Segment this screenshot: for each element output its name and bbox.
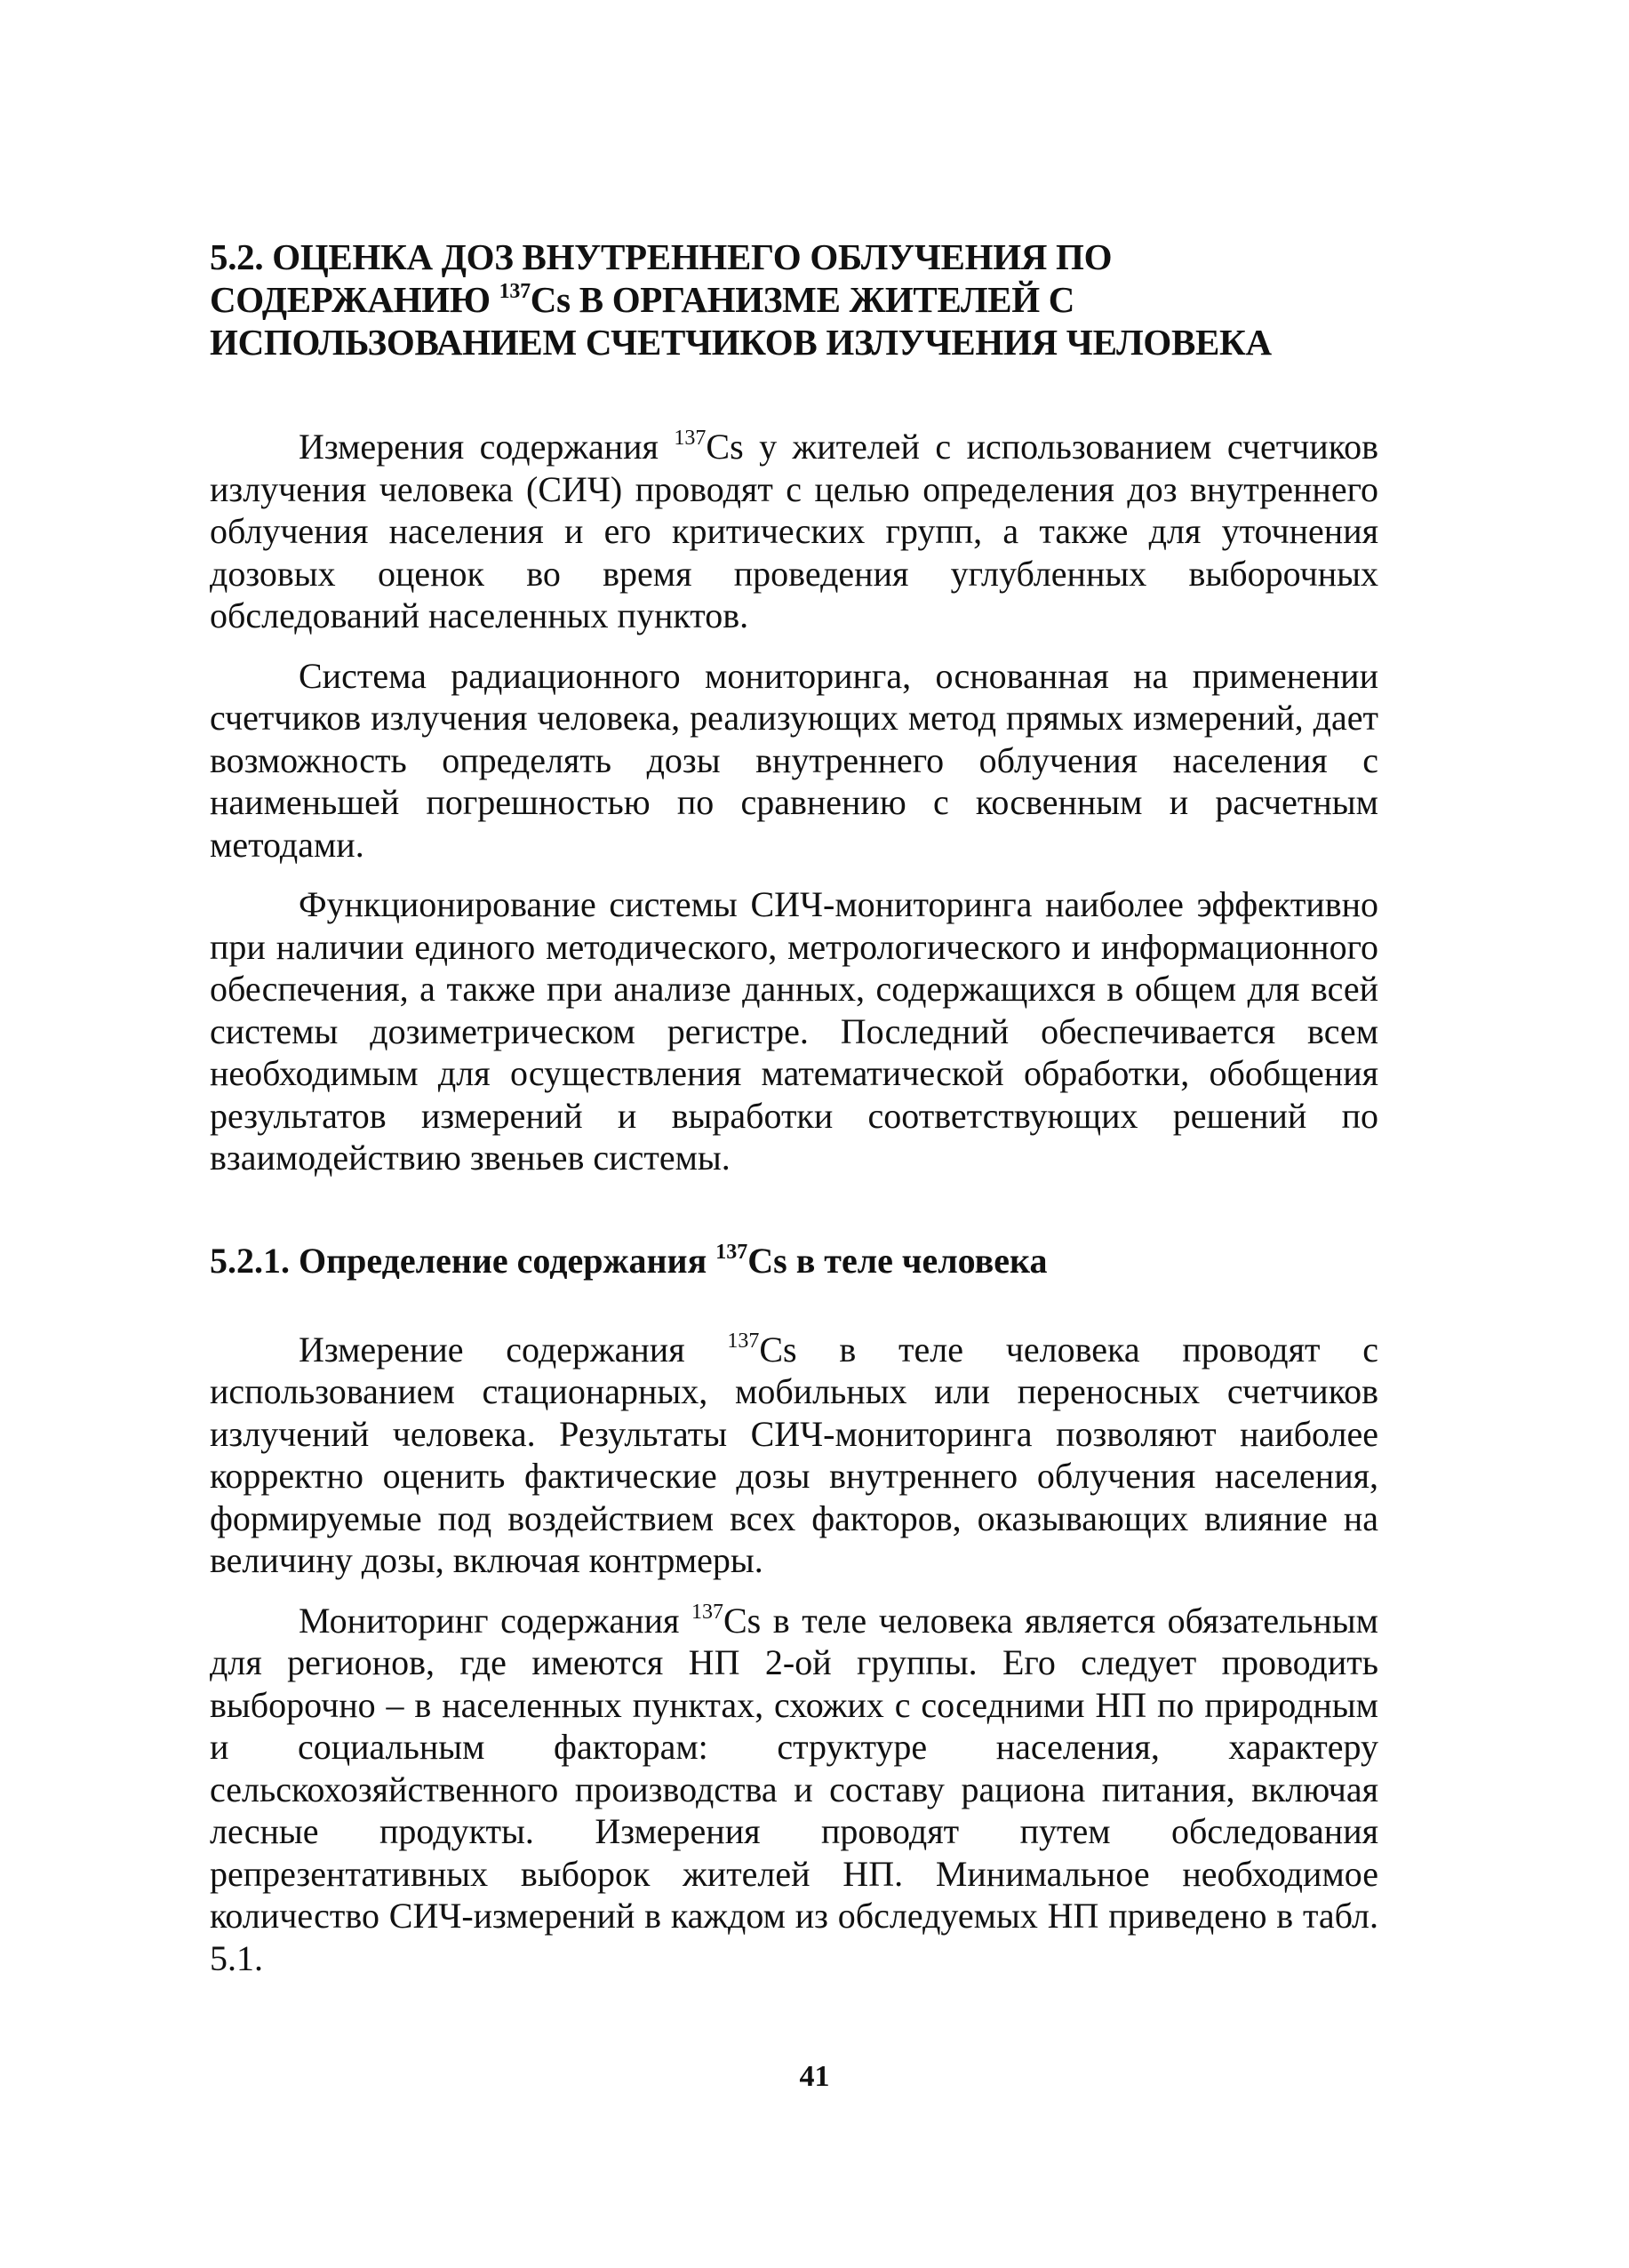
paragraph-4-start: Измерение содержания xyxy=(299,1329,728,1370)
paragraph-3: Функционирование системы СИЧ-мониторинга наиболее эффективно при наличии единого методического, метрологического и информационного обеспечения, а также при анализе данных, содержащихся в общем для всей системы дозиметрическом регистре. Последний обеспечивается всем необходимым для осуществления математической обработки, обобщения результатов измерений и выработки соответствующих решений по взаимодействию звеньев системы. xyxy=(210,884,1378,1178)
subsection-heading-rest: Cs в теле человека xyxy=(747,1240,1048,1281)
paragraph-4 xyxy=(210,1329,1378,1582)
paragraph-5-rest: Cs в теле человека является обязательным для регионов, где имеются НП 2-ой группы. Его следует проводить выборочно – в населенных пунктах, схожих с соседними НП по природным и социальным факторам: структуре населения, характеру сельскохозяйственного производства и составу рациона питания, включая лесные продукты. Измерения проводят путем обследования репрезентативных выборок жителей НП. Минимальное необходимое количество СИЧ-измерений в каждом из обследуемых НП приведено в табл. 5.1. xyxy=(210,1600,1378,1978)
section-heading-line-3: ИСПОЛЬЗОВАНИЕМ СЧЕТЧИКОВ ИЗЛУЧЕНИЯ ЧЕЛОВЕКА xyxy=(210,322,1272,363)
subsection-heading xyxy=(210,1240,1378,1282)
paragraph-4-rest: Cs в теле человека проводят с использованием стационарных, мобильных или переносных счетчиков излучений человека. Результаты СИЧ-мониторинга позволяют наиболее корректно оценить фактические дозы внутреннего облучения населения, формируемые под воздействием всех факторов, оказывающих влияние на величину дозы, включая контрмеры. xyxy=(210,1329,1378,1580)
isotope-mass-number: 137 xyxy=(727,1329,760,1353)
section-heading-line-2 xyxy=(210,278,1378,321)
section-heading-line-2-text: СОДЕРЖАНИЮ xyxy=(210,279,499,320)
paragraph-2: Система радиационного мониторинга, основанная на применении счетчиков излучения человека, реализующих метод прямых измерений, дает возможность определять дозы внутреннего облучения населения с наименьшей погрешностью по сравнению с косвенным и расчетным методами. xyxy=(210,655,1378,865)
paragraph-5 xyxy=(210,1600,1378,1980)
isotope-mass-number: 137 xyxy=(691,1600,723,1624)
isotope-mass-number: 137 xyxy=(499,280,531,303)
subsection-heading-text: 5.2.1. Определение содержания xyxy=(210,1240,716,1281)
section-heading xyxy=(210,236,1378,363)
paragraph-1-rest: Cs у жителей с использованием счетчиков излучения человека (СИЧ) проводят с целью определения доз внутреннего облучения населения и его критических групп, а также для уточнения дозовых оценок во время проведения углубленных выборочных обследований населенных пунктов. xyxy=(210,427,1378,635)
paragraph-5-start: Мониторинг содержания xyxy=(299,1600,691,1641)
paragraph-1 xyxy=(210,426,1378,637)
paragraph-1-start: Измерения содержания xyxy=(299,427,675,467)
section-heading-line-2-rest: Cs В ОРГАНИЗМЕ ЖИТЕЛЕЙ С xyxy=(530,279,1075,320)
page-number: 41 xyxy=(799,2060,830,2093)
page-content xyxy=(210,236,1378,1997)
isotope-mass-number: 137 xyxy=(674,427,707,450)
isotope-mass-number: 137 xyxy=(715,1240,748,1264)
section-heading-line-1: 5.2. ОЦЕНКА ДОЗ ВНУТРЕННЕГО ОБЛУЧЕНИЯ ПО xyxy=(210,236,1113,277)
